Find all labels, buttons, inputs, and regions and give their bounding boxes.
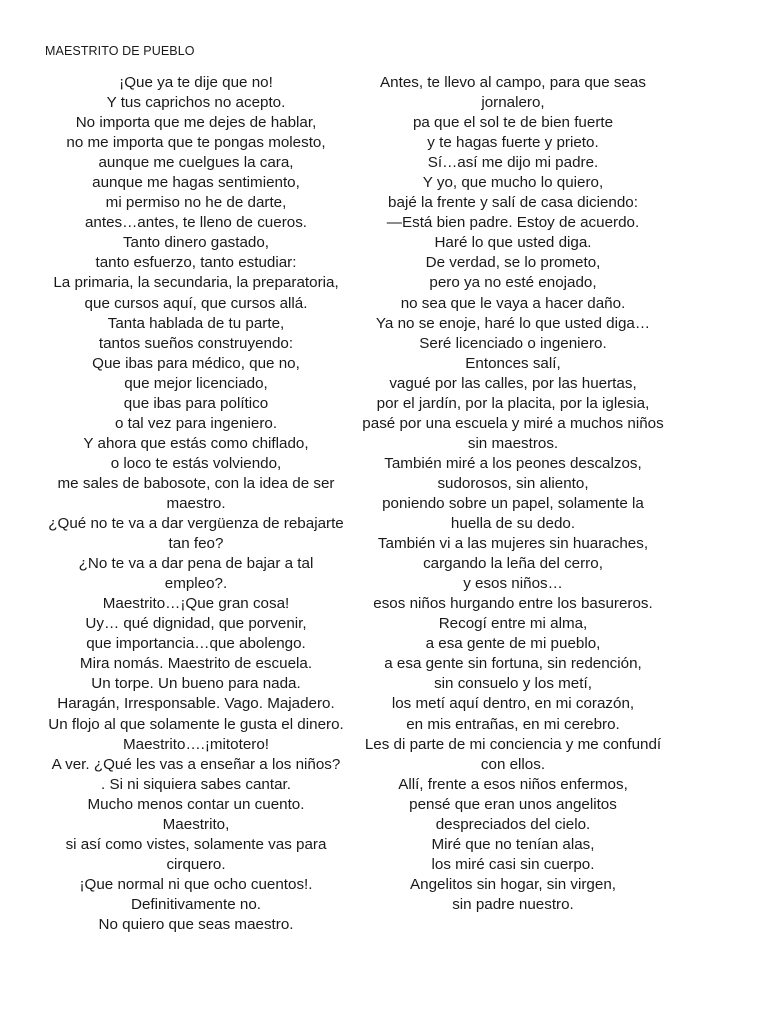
poem-verse-line: También miré a los peones descalzos,: [384, 454, 642, 472]
poem-verse-line: Un torpe. Un bueno para nada.: [91, 675, 301, 693]
poem-verse-line: mi permiso no he de darte,: [105, 194, 287, 212]
poem-verse-line: que importancia…que abolengo.: [86, 635, 306, 653]
poem-verse-line: poniendo sobre un papel, solamente la huella de su dedo.: [382, 494, 644, 533]
poem-verse-line: que cursos aquí, que cursos allá.: [84, 294, 308, 312]
poem-verse-line: me sales de babosote, con la idea de ser maestro.: [57, 474, 335, 512]
poem-verse-line: Y tus caprichos no acepto.: [106, 94, 286, 112]
poem-verse-line: no sea que le vaya a hacer daño.: [400, 294, 626, 312]
poem-verse-line: o loco te estás volviendo,: [110, 454, 282, 472]
poem-verse-line: Mira nomás. Maestrito de escuela.: [79, 655, 313, 673]
poem-verse-line: tantos sueños construyendo:: [98, 334, 294, 352]
poem-verse-line: que mejor licenciado,: [124, 374, 268, 392]
poem-verse-line: los miré casi sin cuerpo.: [431, 855, 595, 873]
poem-verse-line: pa que el sol te de bien fuerte: [412, 114, 614, 132]
poem-verse-line: A ver. ¿Qué les vas a enseñar a los niños?: [51, 755, 341, 773]
poem-verse-line: Tanto dinero gastado,: [122, 234, 270, 252]
poem-verse-line: tanto esfuerzo, tanto estudiar:: [95, 254, 297, 272]
poem-verse-line: esos niños hurgando entre los basureros.: [373, 595, 653, 613]
poem-verse-line: . Si ni siquiera sabes cantar.: [101, 775, 291, 793]
poem-verse-line: Les di parte de mi conciencia y me confundí con ellos.: [364, 735, 662, 773]
poem-verse-line: Definitivamente no.: [130, 895, 261, 913]
poem-verse-line: despreciados del cielo.: [435, 815, 591, 833]
poem-verse-line: aunque me cuelgues la cara,: [98, 154, 294, 172]
poem-verse-line: Uy… qué dignidad, que porvenir,: [85, 615, 307, 633]
poem-verse-line: ¡Que ya te dije que no!: [119, 74, 273, 91]
poem-verse-line: Y ahora que estás como chiflado,: [83, 434, 309, 452]
poem-verse-line: Haragán, Irresponsable. Vago. Majadero.: [57, 695, 335, 713]
poem-verse-line: Maestrito….¡mitotero!: [122, 735, 269, 753]
poem-verse-line: y esos niños…: [463, 575, 563, 593]
poem-verse-line: Maestrito,: [162, 815, 230, 833]
poem-verse-line: cargando la leña del cerro,: [423, 555, 603, 573]
poem-verse-line: Seré licenciado o ingeniero.: [419, 334, 607, 352]
poem-verse-line: sin padre nuestro.: [452, 895, 574, 913]
poem-verse-line: y te hagas fuerte y prieto.: [427, 134, 599, 152]
poem-verse-line: antes…antes, te lleno de cueros.: [84, 214, 308, 232]
poem-verse-line: Tanta hablada de tu parte,: [107, 314, 285, 332]
poem-verse-line: no me importa que te pongas molesto,: [66, 134, 326, 152]
poem-verse-line: sudorosos, sin aliento,: [437, 474, 589, 492]
poem-verse-line: No quiero que seas maestro.: [98, 915, 294, 933]
poem-verse-line: De verdad, se lo prometo,: [425, 254, 601, 272]
poem-verse-line: Antes, te llevo al campo, para que seas jornalero,: [380, 74, 646, 112]
poem-verse-line: Recogí entre mi alma,: [438, 615, 588, 633]
poem-verse-line: Angelitos sin hogar, sin virgen,: [410, 875, 616, 893]
poem-title: MAESTRITO DE PUEBLO: [45, 44, 195, 58]
poem-verse-line: pero ya no esté enojado,: [429, 274, 597, 292]
poem-verse-line: en mis entrañas, en mi cerebro.: [406, 715, 620, 733]
poem-verse-line: ¿No te va a dar pena de bajar a tal empleo?.: [78, 555, 314, 593]
poem-verse-line: Allí, frente a esos niños enfermos,: [398, 775, 628, 793]
poem-verse-line: No importa que me dejes de hablar,: [75, 114, 317, 132]
poem-verse-line: que ibas para político: [123, 394, 269, 412]
poem-verse-line: ¿Qué no te va a dar vergüenza de rebajarte tan feo?: [48, 515, 344, 553]
poem-verse-line: Que ibas para médico, que no,: [92, 354, 300, 372]
poem-verse-line: pensé que eran unos angelitos: [409, 795, 617, 813]
poem-verse-line: La primaria, la secundaria, la preparatoria,: [53, 274, 339, 292]
poem-verse-line: Y yo, que mucho lo quiero,: [422, 174, 604, 192]
poem-verse-line: pasé por una escuela y miré a muchos niños sin maestros.: [362, 414, 664, 452]
poem-verse-line: por el jardín, por la placita, por la iglesia,: [376, 394, 650, 412]
poem-verse-line: Mucho menos contar un cuento.: [87, 795, 305, 813]
poem-verse-line: vagué por las calles, por las huertas,: [389, 374, 637, 392]
poem-verse-line: Un flojo al que solamente le gusta el dinero.: [48, 715, 344, 733]
poem-verse-line: aunque me hagas sentimiento,: [92, 174, 300, 192]
poem-verse-line: Entonces salí,: [465, 354, 561, 372]
poem-verse-line: Miré que no tenían alas,: [431, 835, 595, 853]
poem-verse-line: Haré lo que usted diga.: [434, 234, 592, 252]
poem-verse-line: a esa gente sin fortuna, sin redención,: [384, 655, 642, 673]
poem-verse-line: Ya no se enoje, haré lo que usted diga…: [375, 314, 651, 332]
poem-left-column: [48, 73, 344, 935]
poem-verse-line: —Está bien padre. Estoy de acuerdo.: [386, 214, 640, 232]
poem-verse-line: los metí aquí dentro, en mi corazón,: [391, 695, 635, 713]
poem-right-column: [360, 73, 666, 915]
poem-verse-line: Sí…así me dijo mi padre.: [427, 154, 599, 172]
poem-verse-line: Maestrito…¡Que gran cosa!: [102, 595, 290, 613]
poem-verse-line: si así como vistes, solamente vas para cirquero.: [65, 835, 327, 873]
poem-verse-line: a esa gente de mi pueblo,: [425, 635, 601, 653]
poem-verse-line: También vi a las mujeres sin huaraches,: [377, 535, 649, 553]
poem-verse-line: bajé la frente y salí de casa diciendo:: [388, 194, 638, 212]
poem-verse-line: o tal vez para ingeniero.: [114, 414, 278, 432]
poem-verse-line: ¡Que normal ni que ocho cuentos!.: [79, 875, 313, 893]
poem-verse-line: sin consuelo y los metí,: [434, 675, 592, 693]
